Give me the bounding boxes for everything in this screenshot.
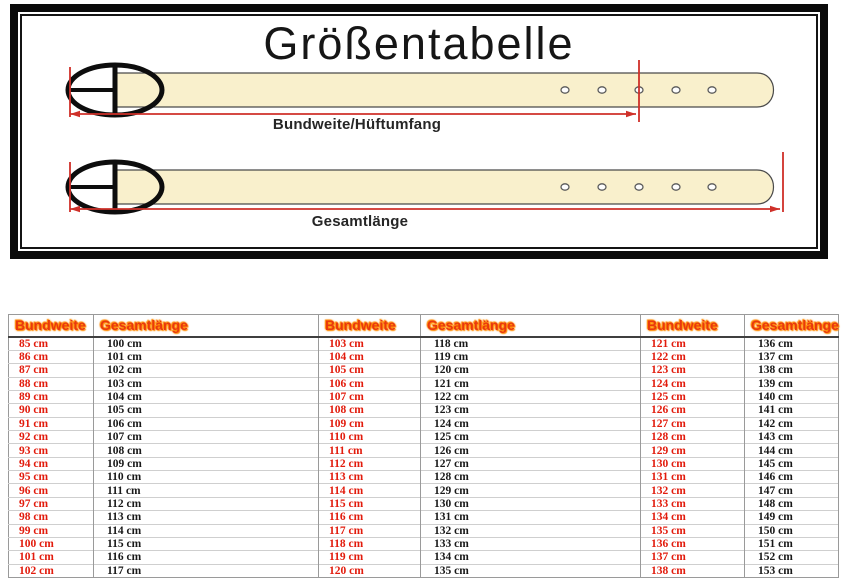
table-row [9, 551, 839, 564]
cell-gesamtlaenge: 108 cm [94, 444, 319, 457]
table-row [9, 564, 839, 577]
cell-gesamtlaenge: 126 cm [421, 444, 641, 457]
cell-bundweite: 132 cm [641, 484, 745, 497]
table-row [9, 337, 839, 351]
cell-bundweite: 89 cm [9, 390, 94, 403]
cell-gesamtlaenge: 121 cm [421, 377, 641, 390]
cell-gesamtlaenge: 134 cm [421, 551, 641, 564]
cell-gesamtlaenge: 148 cm [745, 497, 839, 510]
belt-diagram-gesamtlaenge [68, 152, 783, 212]
cell-gesamtlaenge: 149 cm [745, 511, 839, 524]
figure-title: Größentabelle [263, 18, 575, 69]
bundweite-label: Bundweite/Hüftumfang [272, 116, 442, 133]
size-table-header [9, 315, 839, 337]
cell-bundweite: 117 cm [319, 524, 421, 537]
cell-gesamtlaenge: 144 cm [745, 444, 839, 457]
table-row [9, 431, 839, 444]
cell-bundweite: 95 cm [9, 471, 94, 484]
column-header-gesamtlaenge: Gesamtlänge [421, 315, 641, 337]
cell-bundweite: 127 cm [641, 417, 745, 430]
cell-gesamtlaenge: 116 cm [94, 551, 319, 564]
cell-gesamtlaenge: 115 cm [94, 537, 319, 550]
cell-bundweite: 96 cm [9, 484, 94, 497]
cell-bundweite: 126 cm [641, 404, 745, 417]
column-header-gesamtlaenge: Gesamtlänge [745, 315, 839, 337]
cell-bundweite: 135 cm [641, 524, 745, 537]
cell-gesamtlaenge: 127 cm [421, 457, 641, 470]
cell-bundweite: 136 cm [641, 537, 745, 550]
cell-gesamtlaenge: 111 cm [94, 484, 319, 497]
cell-bundweite: 113 cm [319, 471, 421, 484]
cell-gesamtlaenge: 142 cm [745, 417, 839, 430]
cell-gesamtlaenge: 130 cm [421, 497, 641, 510]
cell-bundweite: 137 cm [641, 551, 745, 564]
cell-bundweite: 115 cm [319, 497, 421, 510]
cell-gesamtlaenge: 124 cm [421, 417, 641, 430]
cell-bundweite: 125 cm [641, 390, 745, 403]
cell-bundweite: 119 cm [319, 551, 421, 564]
cell-bundweite: 123 cm [641, 364, 745, 377]
cell-bundweite: 121 cm [641, 337, 745, 351]
cell-bundweite: 104 cm [319, 350, 421, 363]
cell-gesamtlaenge: 112 cm [94, 497, 319, 510]
cell-bundweite: 85 cm [9, 337, 94, 351]
cell-bundweite: 129 cm [641, 444, 745, 457]
cell-gesamtlaenge: 110 cm [94, 471, 319, 484]
table-row [9, 350, 839, 363]
cell-gesamtlaenge: 140 cm [745, 390, 839, 403]
cell-gesamtlaenge: 136 cm [745, 337, 839, 351]
cell-bundweite: 101 cm [9, 551, 94, 564]
cell-gesamtlaenge: 150 cm [745, 524, 839, 537]
table-row [9, 390, 839, 403]
cell-bundweite: 100 cm [9, 537, 94, 550]
cell-gesamtlaenge: 137 cm [745, 350, 839, 363]
cell-gesamtlaenge: 143 cm [745, 431, 839, 444]
cell-gesamtlaenge: 105 cm [94, 404, 319, 417]
cell-bundweite: 130 cm [641, 457, 745, 470]
cell-bundweite: 90 cm [9, 404, 94, 417]
header-row [9, 315, 839, 337]
cell-bundweite: 98 cm [9, 511, 94, 524]
gesamtlaenge-label: Gesamtlänge [311, 213, 409, 230]
cell-bundweite: 103 cm [319, 337, 421, 351]
cell-gesamtlaenge: 125 cm [421, 431, 641, 444]
cell-gesamtlaenge: 100 cm [94, 337, 319, 351]
cell-gesamtlaenge: 152 cm [745, 551, 839, 564]
cell-gesamtlaenge: 131 cm [421, 511, 641, 524]
cell-gesamtlaenge: 123 cm [421, 404, 641, 417]
column-header-bundweite: Bundweite [641, 315, 745, 337]
cell-bundweite: 116 cm [319, 511, 421, 524]
cell-gesamtlaenge: 146 cm [745, 471, 839, 484]
cell-gesamtlaenge: 117 cm [94, 564, 319, 577]
cell-gesamtlaenge: 132 cm [421, 524, 641, 537]
cell-gesamtlaenge: 153 cm [745, 564, 839, 577]
cell-gesamtlaenge: 114 cm [94, 524, 319, 537]
cell-bundweite: 118 cm [319, 537, 421, 550]
cell-bundweite: 108 cm [319, 404, 421, 417]
cell-gesamtlaenge: 103 cm [94, 377, 319, 390]
cell-gesamtlaenge: 107 cm [94, 431, 319, 444]
cell-gesamtlaenge: 135 cm [421, 564, 641, 577]
table-row [9, 484, 839, 497]
column-header-bundweite: Bundweite [319, 315, 421, 337]
cell-bundweite: 133 cm [641, 497, 745, 510]
cell-gesamtlaenge: 119 cm [421, 350, 641, 363]
cell-gesamtlaenge: 151 cm [745, 537, 839, 550]
cell-bundweite: 106 cm [319, 377, 421, 390]
cell-bundweite: 92 cm [9, 431, 94, 444]
cell-gesamtlaenge: 118 cm [421, 337, 641, 351]
cell-bundweite: 138 cm [641, 564, 745, 577]
cell-bundweite: 97 cm [9, 497, 94, 510]
cell-gesamtlaenge: 122 cm [421, 390, 641, 403]
cell-gesamtlaenge: 147 cm [745, 484, 839, 497]
size-table [8, 314, 839, 578]
column-header-gesamtlaenge: Gesamtlänge [94, 315, 319, 337]
table-row [9, 497, 839, 510]
table-row [9, 457, 839, 470]
cell-bundweite: 105 cm [319, 364, 421, 377]
cell-gesamtlaenge: 102 cm [94, 364, 319, 377]
cell-gesamtlaenge: 139 cm [745, 377, 839, 390]
size-table-body [9, 337, 839, 578]
table-row [9, 444, 839, 457]
cell-bundweite: 93 cm [9, 444, 94, 457]
cell-gesamtlaenge: 113 cm [94, 511, 319, 524]
table-row [9, 404, 839, 417]
table-row [9, 511, 839, 524]
size-chart-figure [10, 4, 828, 259]
cell-bundweite: 87 cm [9, 364, 94, 377]
table-row [9, 524, 839, 537]
cell-bundweite: 112 cm [319, 457, 421, 470]
cell-bundweite: 86 cm [9, 350, 94, 363]
cell-bundweite: 134 cm [641, 511, 745, 524]
table-row [9, 364, 839, 377]
cell-bundweite: 107 cm [319, 390, 421, 403]
cell-bundweite: 110 cm [319, 431, 421, 444]
cell-gesamtlaenge: 106 cm [94, 417, 319, 430]
cell-bundweite: 131 cm [641, 471, 745, 484]
cell-gesamtlaenge: 145 cm [745, 457, 839, 470]
cell-bundweite: 88 cm [9, 377, 94, 390]
cell-bundweite: 124 cm [641, 377, 745, 390]
table-row [9, 537, 839, 550]
cell-bundweite: 109 cm [319, 417, 421, 430]
cell-gesamtlaenge: 120 cm [421, 364, 641, 377]
table-row [9, 417, 839, 430]
cell-bundweite: 120 cm [319, 564, 421, 577]
cell-bundweite: 102 cm [9, 564, 94, 577]
table-row [9, 471, 839, 484]
cell-gesamtlaenge: 138 cm [745, 364, 839, 377]
cell-bundweite: 94 cm [9, 457, 94, 470]
cell-bundweite: 99 cm [9, 524, 94, 537]
column-header-bundweite: Bundweite [9, 315, 94, 337]
cell-bundweite: 114 cm [319, 484, 421, 497]
cell-gesamtlaenge: 101 cm [94, 350, 319, 363]
cell-bundweite: 122 cm [641, 350, 745, 363]
cell-gesamtlaenge: 128 cm [421, 471, 641, 484]
cell-gesamtlaenge: 129 cm [421, 484, 641, 497]
cell-gesamtlaenge: 141 cm [745, 404, 839, 417]
cell-gesamtlaenge: 104 cm [94, 390, 319, 403]
cell-gesamtlaenge: 109 cm [94, 457, 319, 470]
cell-bundweite: 128 cm [641, 431, 745, 444]
figure-inner-frame [20, 14, 818, 249]
cell-bundweite: 91 cm [9, 417, 94, 430]
table-row [9, 377, 839, 390]
cell-gesamtlaenge: 133 cm [421, 537, 641, 550]
cell-bundweite: 111 cm [319, 444, 421, 457]
